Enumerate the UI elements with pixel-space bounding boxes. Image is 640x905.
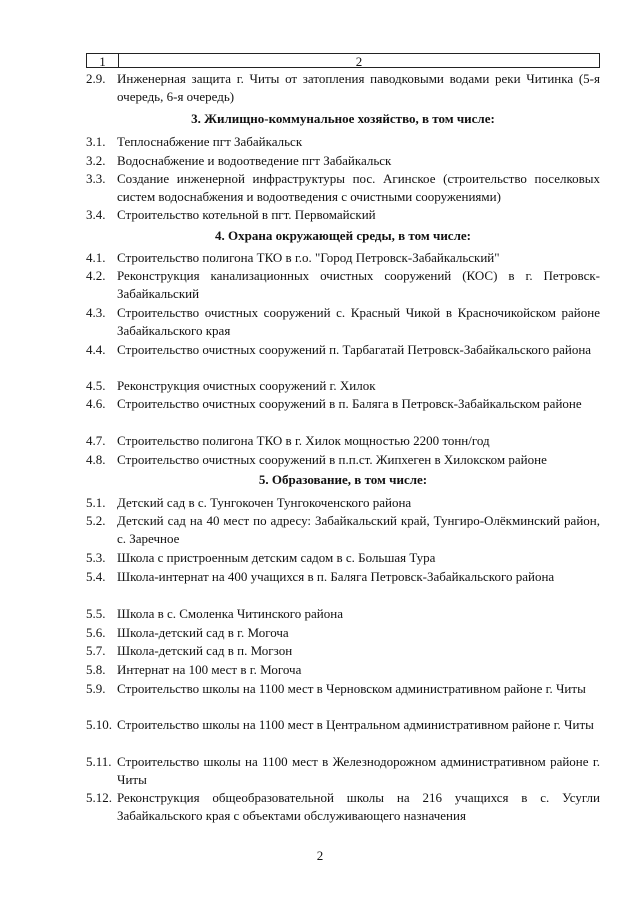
section-heading-4: 4. Охрана окружающей среды, в том числе: [215, 228, 471, 243]
item-text: Реконструкция канализационных очистных сооружений (КОС) в г. Петровск-Забайкальский [117, 268, 600, 301]
item-text: Реконструкция очистных сооружений г. Хилок [117, 378, 376, 393]
item-number: 5.7. [86, 643, 106, 658]
item-text: Реконструкция общеобразовательной школы на 216 учащихся в с. Усугли Забайкальского края с объектами обслуживающего назначения [117, 790, 600, 823]
item-text: Строительство очистных сооружений в п. Баляга в Петровск-Забайкальском районе [117, 396, 582, 411]
section-heading-3: 3. Жилищно-коммунальное хозяйство, в том числе: [191, 111, 495, 126]
list-item [86, 377, 600, 395]
item-number: 5.1. [86, 495, 106, 510]
item-number: 4.1. [86, 250, 106, 265]
list-item [86, 249, 600, 267]
list-item [86, 661, 600, 679]
item-text: Детский сад на 40 мест по адресу: Забайкальский край, Тунгиро-Олёкминский район, с. Заречное [117, 513, 600, 546]
column-number-header [86, 53, 600, 68]
list-item [86, 680, 600, 698]
item-number: 2.9. [86, 71, 106, 86]
column-1-number: 1 [87, 54, 119, 67]
item-number: 4.4. [86, 342, 106, 357]
item-text: Школа в с. Смоленка Читинского района [117, 606, 343, 621]
item-text: Школа-детский сад в г. Могоча [117, 625, 289, 640]
item-number: 3.1. [86, 134, 106, 149]
list-item [86, 568, 600, 586]
item-number: 5.6. [86, 625, 106, 640]
item-text: Водоснабжение и водоотведение пгт Забайкальск [117, 153, 392, 168]
item-number: 5.3. [86, 550, 106, 565]
item-number: 3.3. [86, 171, 106, 186]
list-item [86, 70, 600, 106]
item-number: 5.9. [86, 681, 106, 696]
item-number: 4.8. [86, 452, 106, 467]
list-item [86, 432, 600, 450]
list-item [86, 789, 600, 825]
item-number: 4.5. [86, 378, 106, 393]
list-item [86, 206, 600, 224]
page-number: 2 [316, 848, 324, 863]
item-text: Строительство школы на 1100 мест в Черновском административном районе г. Читы [117, 681, 586, 696]
list-item [86, 395, 600, 413]
list-item [86, 133, 600, 151]
item-number: 3.2. [86, 153, 106, 168]
item-text: Теплоснабжение пгт Забайкальск [117, 134, 303, 149]
list-item [86, 642, 600, 660]
column-2-number: 2 [355, 54, 363, 69]
item-text: Строительство школы на 1100 мест в Железнодорожном административном районе г. Читы [117, 754, 600, 787]
item-text: Строительство котельной в пгт. Первомайский [117, 207, 376, 222]
list-item [86, 753, 600, 789]
list-item [86, 512, 600, 548]
item-text: Строительство полигона ТКО в г. Хилок мощностью 2200 тонн/год [117, 433, 490, 448]
list-item [86, 605, 600, 623]
list-item [86, 304, 600, 340]
item-text: Инженерная защита г. Читы от затопления паводковыми водами реки Читинка (5-я очередь, 6-я очередь) [117, 71, 600, 104]
item-number: 5.12. [86, 790, 112, 805]
item-text: Строительство очистных сооружений с. Красный Чикой в Красночикойском районе Забайкальского края [117, 305, 600, 338]
item-number: 5.5. [86, 606, 106, 621]
list-item [86, 716, 600, 734]
item-text: Школа-интернат на 400 учащихся в п. Баляга Петровск-Забайкальского района [117, 569, 555, 584]
item-number: 5.8. [86, 662, 106, 677]
item-text: Интернат на 100 мест в г. Могоча [117, 662, 302, 677]
item-number: 4.6. [86, 396, 106, 411]
list-item [86, 267, 600, 303]
item-number: 4.7. [86, 433, 106, 448]
item-text: Строительство полигона ТКО в г.о. "Город Петровск-Забайкальский" [117, 250, 500, 265]
list-item [86, 624, 600, 642]
item-number: 5.10. [86, 717, 112, 732]
item-number: 4.2. [86, 268, 106, 283]
item-text: Строительство очистных сооружений п. Тарбагатай Петровск-Забайкальского района [117, 342, 592, 357]
item-number: 5.4. [86, 569, 106, 584]
list-item [86, 170, 600, 206]
item-number: 5.2. [86, 513, 106, 528]
section-heading-5: 5. Образование, в том числе: [258, 472, 428, 487]
item-number: 3.4. [86, 207, 106, 222]
item-number: 4.3. [86, 305, 106, 320]
list-item [86, 152, 600, 170]
item-number: 5.11. [86, 754, 112, 769]
item-text: Школа-детский сад в п. Могзон [117, 643, 293, 658]
list-item [86, 549, 600, 567]
list-item [86, 451, 600, 469]
item-text: Строительство очистных сооружений в п.п.ст. Жипхеген в Хилокском районе [117, 452, 547, 467]
list-item [86, 341, 600, 359]
item-text: Детский сад в с. Тунгокочен Тунгокоченского района [117, 495, 412, 510]
item-text: Создание инженерной инфраструктуры пос. Агинское (строительство поселковых систем водоснабжения и водоотведения с очистными сооружениями) [117, 171, 600, 204]
item-text: Школа с пристроенным детским садом в с. Большая Тура [117, 550, 436, 565]
item-text: Строительство школы на 1100 мест в Центральном административном районе г. Читы [117, 717, 594, 732]
list-item [86, 494, 600, 512]
